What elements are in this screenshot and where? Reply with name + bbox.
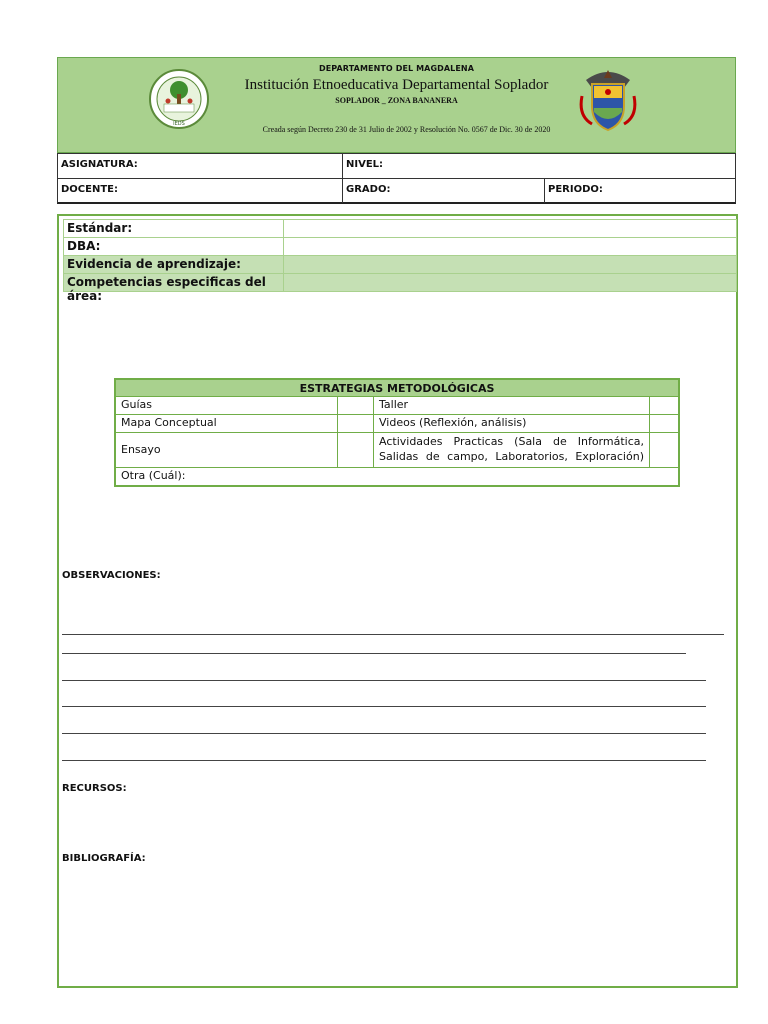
school-logo	[148, 68, 210, 130]
strategies-title: ESTRATEGIAS METODOLÓGICAS	[116, 380, 678, 397]
info-row	[58, 179, 735, 203]
videos-label: Videos (Reflexión, análisis)	[374, 415, 650, 432]
creation-decree: Creada según Decreto 230 de 31 Julio de 2002 y Resolución No. 0567 de Dic. 30 de 2020	[262, 125, 551, 134]
mapa-checkbox[interactable]	[338, 415, 374, 432]
location-subtitle: SOPLADOR _ ZONA BANANERA	[335, 96, 458, 105]
table-row	[63, 273, 737, 303]
writing-line	[62, 680, 706, 681]
dba-label: DBA:	[64, 238, 284, 255]
taller-checkbox[interactable]	[650, 397, 678, 414]
table-row	[63, 255, 737, 273]
table-row	[116, 415, 678, 433]
writing-line	[62, 706, 706, 707]
actividades-checkbox[interactable]	[650, 433, 678, 467]
taller-label: Taller	[374, 397, 650, 414]
coat-of-arms-icon	[578, 66, 638, 136]
guias-checkbox[interactable]	[338, 397, 374, 414]
asignatura-field: ASIGNATURA:	[58, 154, 343, 178]
writing-line	[62, 653, 686, 654]
course-info-table	[57, 153, 736, 204]
table-row	[116, 433, 678, 468]
logo-lettering: IEDS	[173, 121, 185, 127]
table-row	[116, 468, 678, 485]
bibliografia-label: BIBLIOGRAFÍA:	[62, 853, 146, 864]
actividades-label: Actividades Practicas (Sala de Informática, Salidas de campo, Laboratorios, Exploración)	[374, 433, 650, 467]
ensayo-checkbox[interactable]	[338, 433, 374, 467]
table-row	[63, 237, 737, 255]
evidencia-label: Evidencia de aprendizaje:	[64, 256, 284, 273]
ensayo-label: Ensayo	[116, 433, 338, 467]
competencias-label: Competencias especificas del área:	[64, 274, 284, 291]
otra-label: Otra (Cuál):	[121, 469, 186, 482]
writing-line	[62, 760, 706, 761]
standards-table	[63, 219, 737, 303]
estandar-label: Estándar:	[64, 220, 284, 237]
table-row	[116, 397, 678, 415]
institution-name: Institución Etnoeducativa Departamental Soplador	[244, 77, 549, 93]
department-title: DEPARTAMENTO DEL MAGDALENA	[318, 64, 474, 73]
docente-field: DOCENTE:	[58, 179, 343, 203]
writing-line	[62, 733, 706, 734]
guias-label: Guías	[116, 397, 338, 414]
document-header	[57, 57, 736, 153]
strategies-table	[114, 378, 680, 487]
table-row	[63, 219, 737, 237]
videos-checkbox[interactable]	[650, 415, 678, 432]
writing-line	[62, 634, 724, 635]
content-panel	[57, 214, 738, 988]
periodo-field: PERIODO:	[548, 184, 603, 195]
nivel-field: NIVEL:	[346, 159, 384, 170]
grado-field: GRADO:	[343, 179, 545, 203]
observaciones-label: OBSERVACIONES:	[62, 570, 161, 581]
recursos-label: RECURSOS:	[62, 783, 127, 794]
mapa-label: Mapa Conceptual	[116, 415, 338, 432]
info-row	[58, 154, 735, 179]
